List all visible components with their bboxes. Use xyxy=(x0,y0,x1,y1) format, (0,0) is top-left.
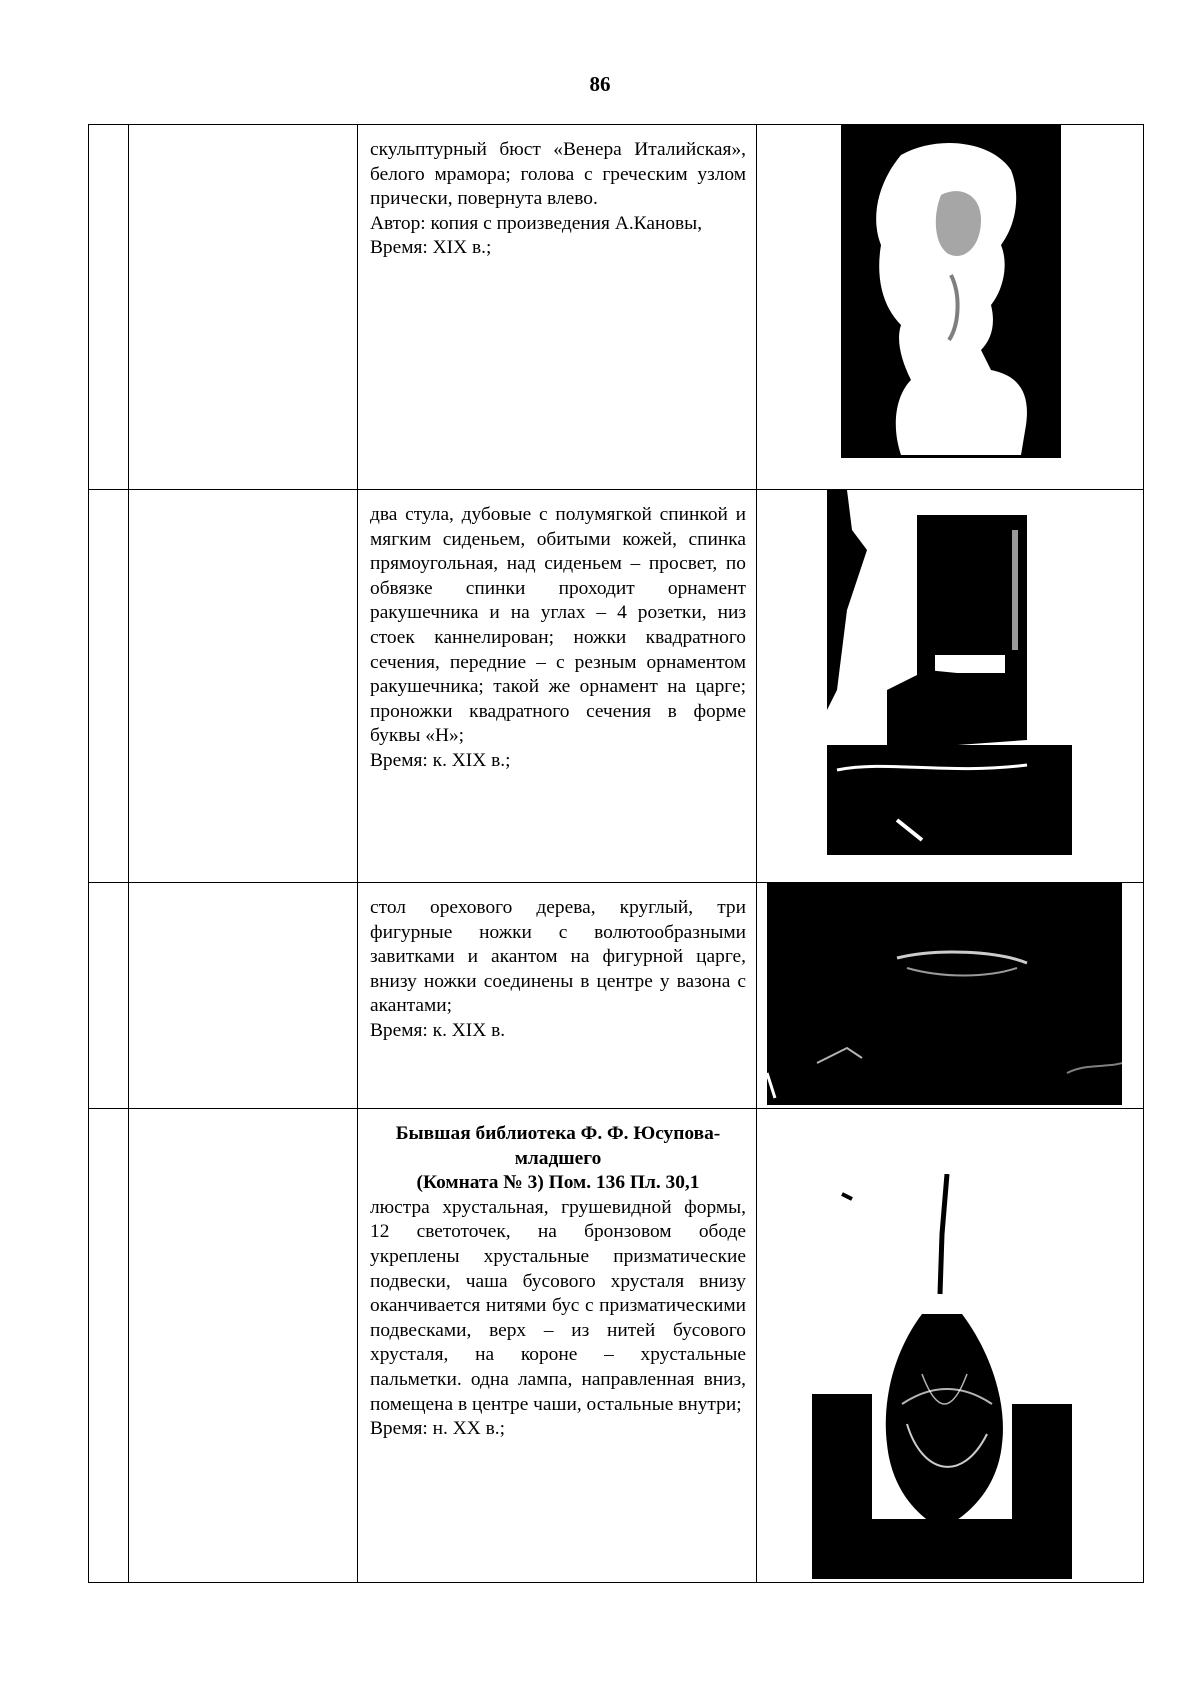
description-cell xyxy=(358,125,757,490)
description-cell xyxy=(358,1109,757,1583)
description-cell xyxy=(358,490,757,883)
table-row xyxy=(89,883,1144,1109)
photo-cell xyxy=(757,490,1144,883)
number-cell xyxy=(89,490,129,883)
name-cell xyxy=(129,125,358,490)
section-title: Бывшая библиотека Ф. Ф. Юсупова-младшего xyxy=(395,1123,721,1169)
table-row xyxy=(89,1109,1144,1583)
number-cell xyxy=(89,883,129,1109)
number-cell xyxy=(89,1109,129,1583)
item-description: скульптурный бюст «Венера Италийская», белого мрамора; голова с греческим узлом прически, повернута влево. xyxy=(370,139,746,210)
page-number: 86 xyxy=(589,72,611,96)
item-time: Время: н. XX в.; xyxy=(370,1418,505,1440)
photo-cell xyxy=(757,883,1144,1109)
item-author: Автор: копия с произведения А.Кановы, xyxy=(370,212,703,234)
number-cell xyxy=(89,125,129,490)
name-cell xyxy=(129,883,358,1109)
name-cell xyxy=(129,1109,358,1583)
photo-cell xyxy=(757,1109,1144,1583)
photo-cell xyxy=(757,125,1144,490)
item-description: два стула, дубовые с полумягкой спинкой и мягким сиденьем, обитыми кожей, спинка прямоугольная, над сиденьем – просвет, по обвязке спинки проходит орнамент ракушечника и на углах – 4 розетки, низ стоек каннелирован; ножки квадратного сечения, передние – с резным орнаментом ракушечника; такой же орнамент на царге; проножки квадратного сечения в форме буквы «Н»; xyxy=(370,504,746,747)
chandelier-photo xyxy=(812,1174,1072,1579)
table-row xyxy=(89,125,1144,490)
description-cell xyxy=(358,883,757,1109)
section-subtitle: (Комната № 3) Пом. 136 Пл. 30,1 xyxy=(416,1172,700,1194)
chair-photo xyxy=(827,490,1072,855)
item-description: стол орехового дерева, круглый, три фигурные ножки с волютообразными завитками и акантом на фигурной царге, внизу ножки соединены в центре у вазона с акантами; xyxy=(370,897,746,1017)
table-row xyxy=(89,490,1144,883)
item-time: Время: XIX в.; xyxy=(370,237,492,259)
table-photo xyxy=(767,883,1122,1105)
item-time: Время: к. XIX в. xyxy=(370,1019,506,1041)
item-time: Время: к. XIX в.; xyxy=(370,749,511,771)
inventory-table xyxy=(88,124,1144,1583)
item-description: люстра хрустальная, грушевидной формы, 12 светоточек, на бронзовом ободе укреплены хрустальные призматические подвески, чаша бусового хрусталя внизу оканчивается нитями бус с призматическими подвесками, верх – из нитей бусового хрусталя, на короне – хрустальные пальметки. одна лампа, направленная вниз, помещена в центре чаши, остальные внутри; xyxy=(370,1196,746,1415)
bust-photo xyxy=(841,125,1061,458)
name-cell xyxy=(129,490,358,883)
